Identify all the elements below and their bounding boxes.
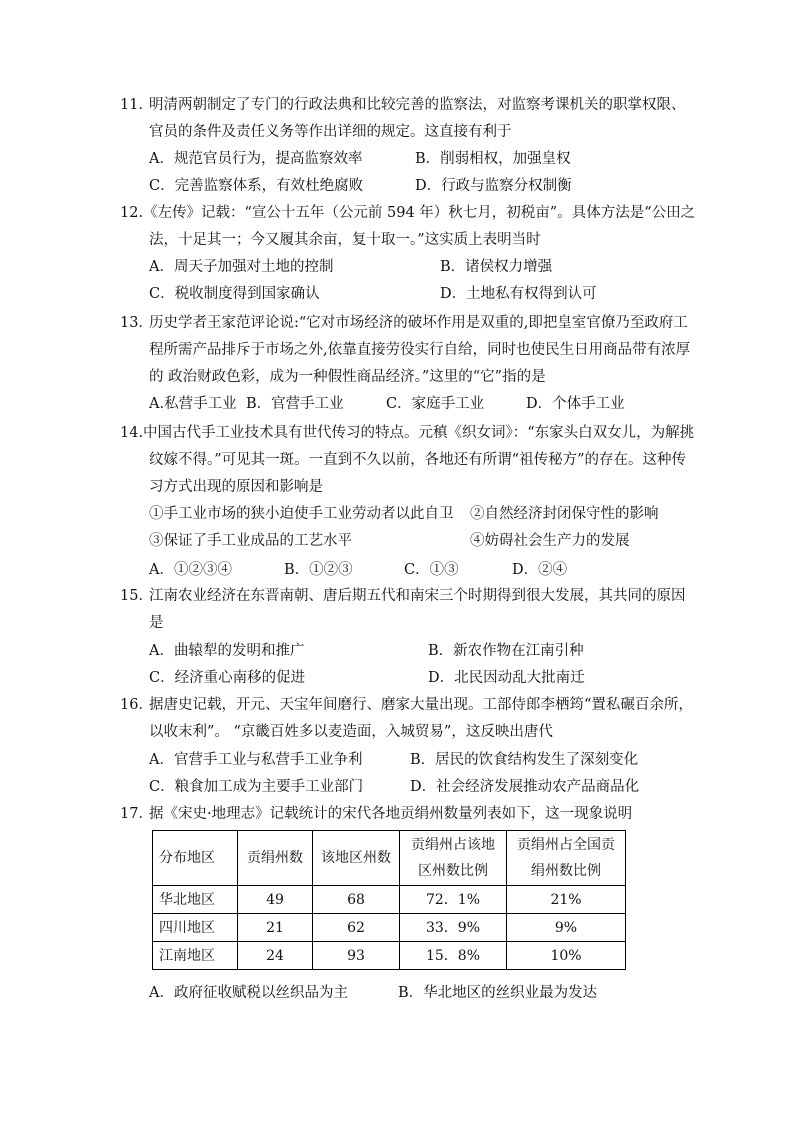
table-cell: 93 bbox=[313, 942, 400, 970]
question-11-option-b: B．削弱相权，加强皇权 bbox=[415, 151, 571, 167]
table-row bbox=[153, 942, 626, 970]
question-15-option-c: C．经济重心南移的促进 bbox=[149, 670, 306, 686]
question-13-stem-cont: 程所需产品排斥于市场之外,依靠直接劳役实行自给，同时也使民生日用商品带有浓厚 bbox=[149, 342, 691, 358]
question-16-option-d: D．社会经济发展推动农产品商品化 bbox=[410, 779, 640, 795]
question-11-option-a: A．规范官员行为，提高监察效率 bbox=[149, 151, 363, 167]
question-number-16: 16． bbox=[120, 697, 153, 713]
question-13-option-d: D．个体手工业 bbox=[526, 396, 625, 412]
table-header-cell: 该地区州数 bbox=[313, 831, 400, 886]
question-14-stem: 中国古代手工业技术具有世代传习的特点。元稹《织女词》：“东家头白双女儿，为解挑 bbox=[143, 425, 695, 441]
question-16-option-b: B．居民的饮食结构发生了深刻变化 bbox=[410, 752, 639, 768]
question-number-15: 15． bbox=[120, 588, 153, 604]
question-13-option-a: A.私营手工业 bbox=[149, 396, 237, 412]
question-14-stem-cont-2: 习方式出现的原因和影响是 bbox=[149, 479, 323, 495]
question-12-option-d: D．土地私有权得到认可 bbox=[440, 286, 597, 302]
question-16-stem: 据唐史记载，开元、天宝年间磨行、磨家大量出现。工部侍郎李栖筠“置私碾百余所， bbox=[149, 697, 693, 713]
table-cell: 68 bbox=[313, 886, 400, 914]
question-16-option-a: A．官营手工业与私营手工业争利 bbox=[149, 752, 363, 768]
question-16-option-c: C．粮食加工成为主要手工业部门 bbox=[149, 779, 364, 795]
table-cell: 10% bbox=[507, 942, 626, 970]
question-17-option-a: A．政府征收赋税以丝织品为主 bbox=[149, 985, 348, 1001]
question-17-stem: 据《宋史·地理志》记载统计的宋代各地贡绢州数量列表如下，这一现象说明 bbox=[149, 806, 633, 822]
question-12-stem: 《左传》记载：“宣公十五年（公元前 594 年）秋七月，初税亩”。具体方法是“公田之 bbox=[143, 205, 696, 221]
question-11-stem-cont: 官员的条件及责任义务等作出详细的规定。这直接有利于 bbox=[149, 124, 512, 140]
table-cell: 四川地区 bbox=[153, 914, 238, 942]
table-header-cell: 贡绢州占全国贡绢州数比例 bbox=[507, 831, 626, 886]
table-cell: 72．1% bbox=[400, 886, 507, 914]
question-15-stem: 江南农业经济在东晋南朝、唐后期五代和南宋三个时期得到很大发展，其共同的原因 bbox=[149, 588, 686, 604]
question-12-option-c: C．税收制度得到国家确认 bbox=[149, 286, 320, 302]
table-cell: 21 bbox=[238, 914, 313, 942]
question-13-stem-cont-2: 的 政治财政色彩，成为一种假性商品经济。”这里的“它”指的是 bbox=[149, 369, 546, 385]
table-cell: 62 bbox=[313, 914, 400, 942]
table-cell: 33．9% bbox=[400, 914, 507, 942]
question-14-option-c: C．①③ bbox=[404, 562, 459, 578]
question-13-option-b: B．官营手工业 bbox=[246, 396, 344, 412]
table-row bbox=[153, 886, 626, 914]
question-16-stem-cont: 以收末利”。 “京畿百姓多以麦造面，入城贸易”，这反映出唐代 bbox=[149, 724, 553, 740]
question-number-17: 17． bbox=[120, 806, 153, 822]
table-cell: 21% bbox=[507, 886, 626, 914]
question-number-13: 13． bbox=[120, 315, 153, 331]
question-17-option-b: B．华北地区的丝织业最为发达 bbox=[398, 985, 598, 1001]
question-number-12: 12. bbox=[120, 205, 144, 221]
table-row bbox=[153, 914, 626, 942]
question-14-stem-cont: 纹嫁不得。”可见其一斑。一直到不久以前，各地还有所谓“祖传秘方”的存在。这种传 bbox=[149, 452, 686, 468]
question-number-14: 14. bbox=[120, 425, 144, 441]
table-header-cell: 贡绢州占该地区州数比例 bbox=[400, 831, 507, 886]
question-14-option-d: D．②④ bbox=[512, 562, 568, 578]
table-header-cell: 分布地区 bbox=[153, 831, 238, 886]
question-15-option-d: D．北民因动乱大批南迁 bbox=[428, 670, 585, 686]
table-header-row bbox=[153, 831, 626, 886]
question-11-option-d: D．行政与监察分权制衡 bbox=[415, 178, 572, 194]
question-12-stem-cont: 法，十足其一；今又履其余亩，复十取一。”这实质上表明当时 bbox=[149, 232, 541, 248]
question-15-option-b: B．新农作物在江南引种 bbox=[428, 643, 584, 659]
question-14-statement-3: ③保证了手工业成品的工艺水平 bbox=[149, 533, 352, 549]
question-number-11: 11． bbox=[120, 97, 153, 113]
table-cell: 49 bbox=[238, 886, 313, 914]
question-14-statement-1: ①手工业市场的狭小迫使手工业劳动者以此自卫 bbox=[149, 506, 454, 522]
table-cell: 24 bbox=[238, 942, 313, 970]
table-cell: 江南地区 bbox=[153, 942, 238, 970]
question-13-stem: 历史学者王家范评论说:“它对市场经济的破坏作用是双重的,即把皇室官僚乃至政府工 bbox=[149, 315, 688, 331]
table-header-cell: 贡绢州数 bbox=[238, 831, 313, 886]
table-cell: 9% bbox=[507, 914, 626, 942]
question-15-stem-cont: 是 bbox=[149, 615, 164, 631]
question-12-option-a: A．周天子加强对土地的控制 bbox=[149, 259, 334, 275]
question-12-option-b: B．诸侯权力增强 bbox=[440, 259, 553, 275]
question-14-statement-4: ④妨碍社会生产力的发展 bbox=[470, 533, 630, 549]
table-cell: 华北地区 bbox=[153, 886, 238, 914]
question-14-option-a: A．①②③④ bbox=[149, 562, 232, 578]
question-15-option-a: A．曲辕犁的发明和推广 bbox=[149, 643, 305, 659]
question-14-statement-2: ②自然经济封闭保守性的影响 bbox=[470, 506, 659, 522]
question-13-option-c: C．家庭手工业 bbox=[386, 396, 485, 412]
question-11-stem: 明清两朝制定了专门的行政法典和比较完善的监察法，对监察考课机关的职掌权限、 bbox=[149, 97, 686, 113]
tribute-silk-table bbox=[152, 830, 626, 970]
question-14-option-b: B．①②③ bbox=[284, 562, 353, 578]
question-11-option-c: C．完善监察体系，有效杜绝腐败 bbox=[149, 178, 364, 194]
table-cell: 15．8% bbox=[400, 942, 507, 970]
